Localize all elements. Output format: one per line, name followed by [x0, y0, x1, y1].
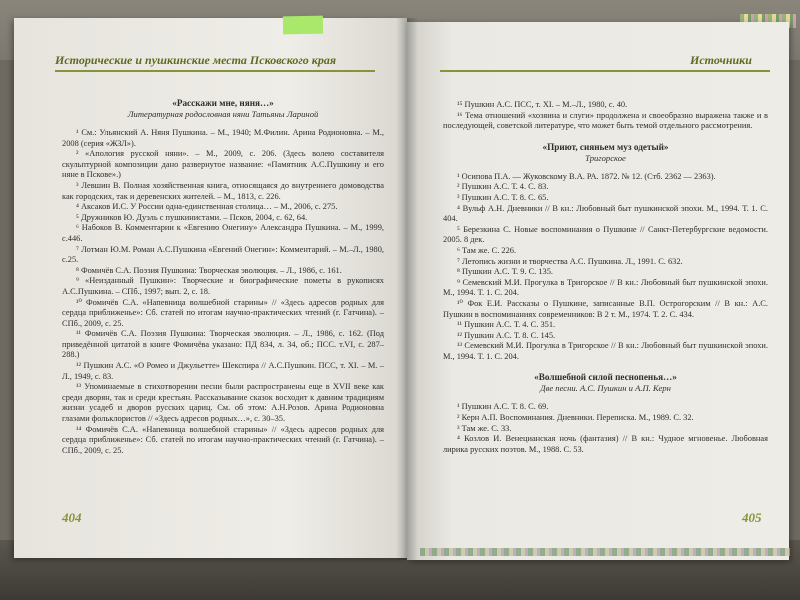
- section-subtitle: Литературная родословная няни Татьяны Лариной: [127, 109, 319, 119]
- right-header-rule: [440, 70, 770, 72]
- footnote-entry: ¹⁰ Фомичёв С.А. «Напевница волшебной старины» // «Здесь адресов родных для сердца приближенье»: Сб. статей по итогам научно-практических чтений (г. Гатчина). – СПб., 2009, с. 25.: [62, 297, 384, 328]
- footnote-entry: ⁹ «Неизданный Пушкин»: Творческие и биографические пометы в рукописях А.С.Пушкина. – СПб., 1997; вып. 2, с. 18.: [62, 276, 384, 296]
- page-number: 405: [742, 510, 762, 525]
- footnote-entry: ¹⁰ Фок Е.И. Рассказы о Пушкине, записанные В.П. Острогорским // В кн.: А.С. Пушкин в воспоминаниях современников: В 2 т. М., 1974. Т. 2. С. 434.: [443, 298, 768, 319]
- section-subtitle: Тригорское: [585, 152, 626, 163]
- footnote-entry: ¹³ Семевский М.И. Прогулка в Тригорское // В кн.: Любовный быт пушкинской эпохи. М., 1994. Т. 1. С. 204.: [443, 341, 768, 361]
- footnote-entry: ⁷ Лотман Ю.М. Роман А.С.Пушкина «Евгений Онегин»: Комментарий. – М.–Л., 1980, с.25.: [62, 244, 384, 265]
- right-page-text: [443, 100, 768, 455]
- sticky-note-bookmark: [283, 16, 323, 35]
- footnote-entry: ¹³ Упоминаемые в стихотворении песни были распространены еще в XVII веке как среди дворян, так и среди крестьян. Рассказывание сказок восходит к давним традициям жизни усадеб и дворов русских цариц. См. об этом: А.Н.Розов. Арина Родионовна глазами фольклористов // «Здесь адресов родных…», с. 30–35.: [62, 382, 384, 424]
- footnote-entry: ⁷ Летопись жизни и творчества А.С. Пушкина. Л., 1991. С. 632.: [457, 256, 683, 266]
- footnote-list: [62, 128, 384, 456]
- book-cover-bottom-edge: [420, 548, 790, 556]
- footnote-entry: ² Керн А.П. Воспоминания. Дневники. Переписка. М., 1989. С. 32.: [457, 413, 694, 423]
- page-number: 404: [62, 510, 82, 525]
- footnote-entry: ⁸ Фомичёв С.А. Поэзия Пушкина: Творческая эволюция. – Л., 1986, с. 161.: [76, 265, 342, 275]
- footnote-entry: ² Пушкин А.С. Т. 4. С. 83.: [457, 182, 549, 192]
- footnote-entry: ¹¹ Фомичёв С.А. Поэзия Пушкина: Творческая эволюция. – Л., 1986, с. 162. (Под приведённой цитатой в книге Фомичёва указано: ПД 834, л. 34, об.; ПСС. т.VI, с. 287–288.): [62, 329, 384, 360]
- footnote-entry: ¹¹ Пушкин А.С. Т. 4. С. 351.: [457, 320, 556, 330]
- footnote-list: [443, 100, 768, 132]
- footnote-list: [443, 402, 768, 455]
- footnote-entry: ¹ Осипова П.А. — Жуковскому В.А. РА. 1872. № 12. (Стб. 2362 — 2363).: [457, 171, 716, 181]
- footnote-entry: ⁴ Аксаков И.С. У России одна-единственная столица… – М., 2006, с. 275.: [76, 202, 338, 212]
- right-page-running-header: Источники: [690, 52, 752, 67]
- book-spine-shadow: [396, 18, 418, 560]
- footnote-entry: ⁶ Набоков В. Комментарии к «Евгению Онегину» Александра Пушкина. – М., 1999, с.446.: [62, 223, 384, 243]
- footnote-entry: ¹⁶ Тема отношений «хозяина и слуги» продолжена и своеобразно выражена также и в последующей, советской литературе, что может быть темой отдельного рассмотрения.: [443, 110, 768, 131]
- section-title: «Приют, сияньем муз одетый»: [542, 141, 669, 152]
- footnote-entry: ⁵ Березкина С. Новые воспоминания о Пушкине // Санкт-Петербургские ведомости. 2005. 8 дек.: [443, 224, 768, 245]
- footnote-list: [443, 172, 768, 363]
- footnote-entry: ⁹ Семевский М.И. Прогулка в Тригорское // В кн.: Любовный быт пушкинской эпохи. М., 1994. Т. 1. С. 204.: [443, 277, 768, 298]
- left-page-text: [62, 98, 384, 456]
- footnote-entry: ⁴ Вульф А.Н. Дневники // В кн.: Любовный быт пушкинской эпохи. М., 1994. Т. 1. С. 404.: [443, 203, 768, 224]
- section-title: «Волшебной силой песнопенья…»: [534, 372, 677, 383]
- footnote-entry: ⁶ Там же. С. 226.: [457, 245, 517, 255]
- footnote-entry: ¹ Пушкин А.С. Т. 8. С. 69.: [457, 402, 549, 412]
- left-header-rule: [55, 70, 375, 72]
- footnote-entry: ² «Апология русской няни». – М., 2009, с. 206. (Здесь волею составителя скульптурной композиции дано развернутое название: «Памятник А.С.Пушкину и его няне в Пскове».): [62, 149, 384, 180]
- footnote-entry: ⁸ Пушкин А.С. Т. 9. С. 135.: [457, 267, 554, 277]
- footnote-entry: ⁵ Дружников Ю. Дуэль с пушкинистами. – Псков, 2004, с. 62, 64.: [76, 212, 308, 222]
- footnote-entry: ³ Левшин В. Полная хозяйственная книга, относящаяся до внутреннего домоводства как городских, так и деревенских жителей. – М., 1813, с. 226.: [62, 180, 384, 201]
- footnote-entry: ¹² Пушкин А.С. Т. 8. С. 145.: [457, 330, 556, 340]
- footnote-entry: ⁴ Козлов И. Венецианская ночь (фантазия) // В кн.: Чудное мгновенье. Любовная лирика русских поэтов. М., 1988. С. 53.: [443, 434, 768, 454]
- section-title: «Расскажи мне, няня…»: [172, 98, 274, 108]
- footnote-entry: ¹⁵ Пушкин А.С. ПСС, т. XI. – М.–Л., 1980, с. 40.: [457, 100, 628, 109]
- left-page-running-header: Исторические и пушкинские места Псковского края: [55, 52, 337, 67]
- footnote-entry: ³ Пушкин А.С. Т. 8. С. 65.: [457, 192, 549, 202]
- footnote-entry: ¹² Пушкин А.С. «О Ромео и Джульетте» Шекспира // А.С.Пушкин. ПСС, т. XI. – М. – Л., 1949, с. 83.: [62, 361, 384, 381]
- footnote-entry: ¹⁴ Фомичёв С.А. «Напевница волшебной старины» // «Здесь адресов родных для сердца приближенье»: Сб. статей по итогам научно-практических чтений (г. Гатчина). – СПб., 2009, с. 25.: [62, 424, 384, 455]
- section-subtitle: Две песни. А.С. Пушкин и А.П. Керн: [540, 383, 671, 394]
- footnote-entry: ¹ См.: Ульянский А. Няня Пушкина. – М., 1940; М.Филин. Арина Родионовна. – М., 2008 (серия «ЖЗЛ»).: [62, 128, 384, 148]
- footnote-entry: ³ Там же. С. 33.: [457, 423, 512, 433]
